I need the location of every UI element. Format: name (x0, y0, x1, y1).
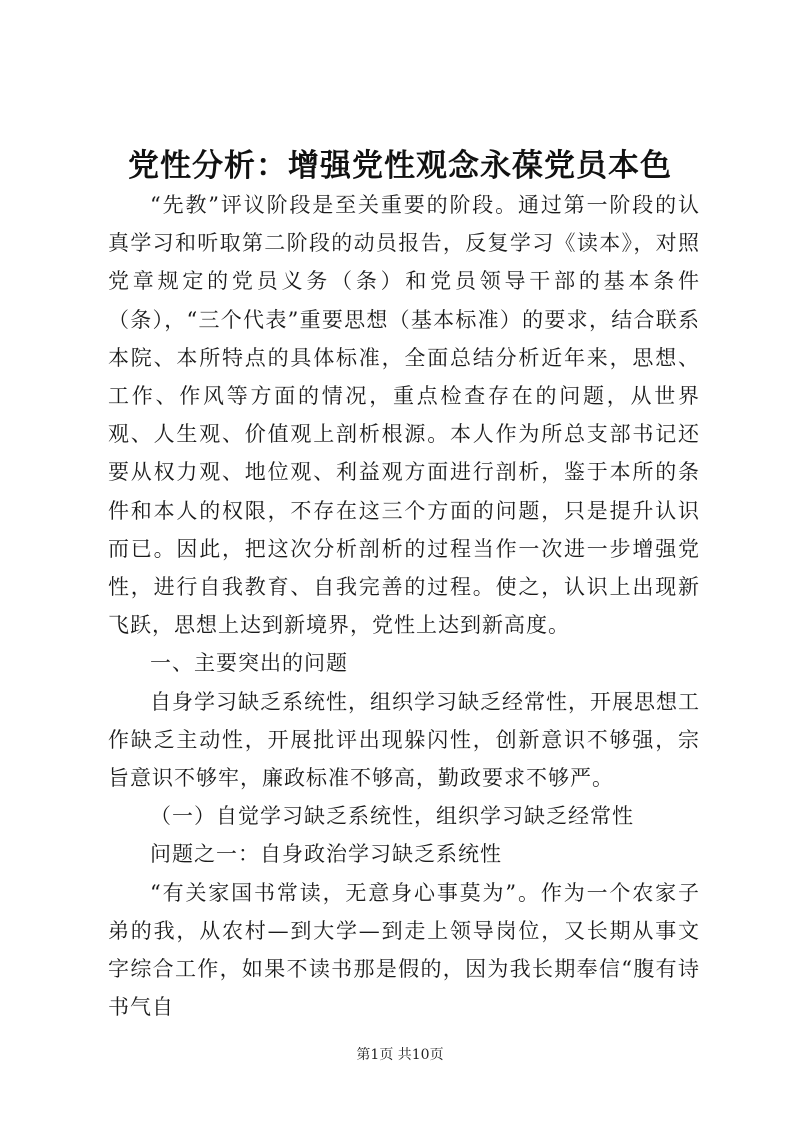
subsection-heading-1: （一）自觉学习缺乏系统性，组织学习缺乏经常性 (150, 804, 634, 829)
document-body (108, 186, 700, 1026)
section-heading-main-issues: 一、主要突出的问题 (150, 651, 348, 676)
paragraph-problem-1: “有关家国书常读，无意身心事莫为”。作为一个农家子弟的我，从农村—到大学—到走上领导岗位，又长期从事文字综合工作，如果不读书那是假的，因为我长期奉信“腹有诗书气自 (108, 880, 700, 1020)
problem-heading-1: 问题之一：自身政治学习缺乏系统性 (150, 842, 502, 867)
paragraph-issues-summary: 自身学习缺乏系统性，组织学习缺乏经常性，开展思想工作缺乏主动性，开展批评出现躲闪性，创新意识不够强，宗旨意识不够牢，廉政标准不够高，勤政要求不够严。 (108, 689, 700, 791)
page-footer: 第1页 共10页 (356, 1047, 444, 1063)
paragraph-intro: “先教”评议阶段是至关重要的阶段。通过第一阶段的认真学习和听取第二阶段的动员报告，反复学习《读本》，对照党章规定的党员义务（条）和党员领导干部的基本条件（条），“三个代表”重要思想（基本标准）的要求，结合联系本院、本所特点的具体标准，全面总结分析近年来，思想、工作、作风等方面的情况，重点检查存在的问题，从世界观、人生观、价值观上剖析根源。本人作为所总支部书记还要从权力观、地位观、利益观方面进行剖析，鉴于本所的条件和本人的权限，不存在这三个方面的问题，只是提升认识而已。因此，把这次分析剖析的过程当作一次进一步增强党性，进行自我教育、自我完善的过程。使之，认识上出现新飞跃，思想上达到新境界，党性上达到新高度。 (108, 193, 700, 638)
page-title: 党性分析：增强党性观念永葆党员本色 (128, 148, 672, 184)
